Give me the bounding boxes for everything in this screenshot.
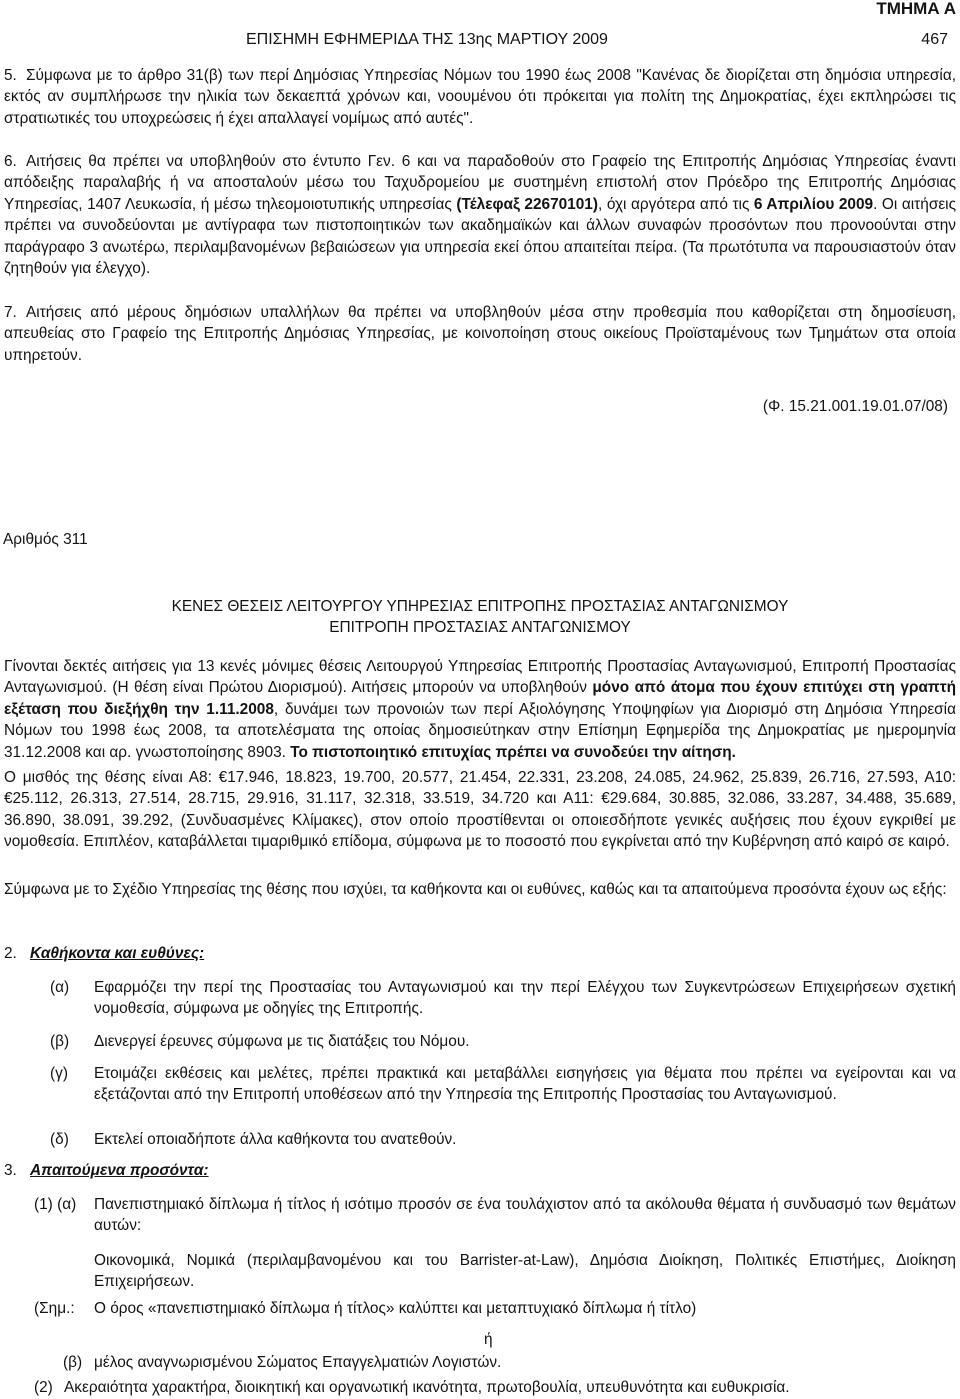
item-label: (δ) bbox=[50, 1131, 69, 1148]
qualification-1a bbox=[34, 1194, 956, 1235]
section-heading: Απαιτούμενα προσόντα: bbox=[30, 1162, 209, 1179]
section-label: ΤΜΗΜΑ Α bbox=[876, 0, 956, 18]
file-reference: (Φ. 15.21.001.19.01.07/08) bbox=[762, 398, 948, 415]
paragraph-number: 6. bbox=[4, 153, 17, 170]
item-text: Εφαρμόζει την περί της Προστασίας του Ανταγωνισμού και την περί Ελέγχου των Συγκεντρώσεων Επιχειρήσεων σχετική νομοθεσία, σύμφωνα με οδηγίες της Επιτροπής. bbox=[94, 979, 956, 1018]
qualification-label: (1) (α) bbox=[34, 1196, 77, 1213]
notice-number: Αριθμός 311 bbox=[3, 531, 88, 548]
salary-paragraph: Ο μισθός της θέσης είναι Α8: €17.946, 18.823, 19.700, 20.577, 21.454, 22.331, 23.208, 24.085, 24.962, 25.839, 26.716, 27.593, Α10: €25.112, 26.313, 27.514, 28.715, 29.916, 31.117, 32.318, 33.519, 34.720 και Α11: €29.684, 30.885, 32.086, 33.287, 34.488, 35.689, 36.890, 38.091, 39.292, (Συνδυασμένες Κλίμακες), στον οποίο προστίθενται οι οποιεσδήποτε γενικές αυξήσεις που έχουν εγκριθεί με νομοθεσία. Επιπλέον, καταβάλλεται τιμαριθμικό επίδομα, σύμφωνα με το ποσοστό που εγκρίνεται από την Κυβέρνηση από καιρό σε καιρό. bbox=[4, 769, 956, 851]
qualification-text: μέλος αναγνωρισμένου Σώματος Επαγγελματιών Λογιστών. bbox=[94, 1354, 502, 1371]
qualification-1b bbox=[63, 1352, 956, 1373]
fax-number: (Τέλεφαξ 22670101) bbox=[456, 195, 598, 213]
item-label: (β) bbox=[50, 1033, 70, 1050]
duties-heading bbox=[4, 943, 956, 964]
or-separator: ή bbox=[484, 1331, 493, 1348]
intro-paragraph bbox=[4, 656, 956, 763]
qualification-note bbox=[34, 1298, 956, 1319]
notice-subtitle: ΕΠΙΤΡΟΠΗ ΠΡΟΣΤΑΣΙΑΣ ΑΝΤΑΓΩΝΙΣΜΟΥ bbox=[329, 619, 631, 636]
paragraph-6 bbox=[4, 151, 956, 279]
item-label: (α) bbox=[50, 979, 70, 996]
qualification-text: Ακεραιότητα χαρακτήρα, διοικητική και οργανωτική ικανότητα, πρωτοβουλία, υπευθυνότητα και ευθυκρισία. bbox=[64, 1379, 790, 1396]
scheme-intro-paragraph: Σύμφωνα με το Σχέδιο Υπηρεσίας της θέσης που ισχύει, τα καθήκοντα και οι ευθύνες, καθώς και τα απαιτούμενα προσόντα έχουν ως εξής: bbox=[4, 881, 947, 898]
paragraph-7 bbox=[4, 302, 956, 366]
paragraph-5 bbox=[4, 65, 956, 129]
paragraph-text: , όχι αργότερα από τις bbox=[598, 195, 754, 213]
qualifications-heading bbox=[4, 1160, 956, 1181]
qualification-text: Πανεπιστημιακό δίπλωμα ή τίτλος ή ισότιμο προσόν σε ένα τουλάχιστον από τα ακόλουθα θέματα ή συνδυασμό των θεμάτων αυτών: bbox=[94, 1196, 956, 1235]
paragraph-number: 7. bbox=[4, 304, 17, 321]
certificate-requirement: Το πιστοποιητικό επιτυχίας πρέπει να συνοδεύει την αίτηση. bbox=[290, 743, 736, 761]
item-label: (γ) bbox=[50, 1065, 68, 1082]
notice-title: ΚΕΝΕΣ ΘΕΣΕΙΣ ΛΕΙΤΟΥΡΓΟΥ ΥΠΗΡΕΣΙΑΣ ΕΠΙΤΡΟΠΗΣ ΠΡΟΣΤΑΣΙΑΣ ΑΝΤΑΓΩΝΙΣΜΟΥ bbox=[171, 598, 789, 615]
page-number: 467 bbox=[921, 31, 948, 48]
section-number: 2. bbox=[4, 945, 17, 962]
intro-text: , δυνάμει των προνοιών των περί Αξιολόγησης Υποψηφίων για Διορισμό στη Δημόσια Υπηρεσία Νόμων του 1998 έως 2008, τα αποτελέσματα της οποίας δημοσιεύτηκαν στην Επίσημη Εφημερίδα της Δημοκρατίας με ημερομηνία 31.12.2008 και αρ. γνωστοποίησης 8903. bbox=[4, 700, 957, 761]
paragraph-text: . Οι αιτήσεις πρέπει να συνοδεύονται με αντίγραφα των πιστοποιητικών των ακαδημαϊκών και άλλων συναφών προσόντων που προνοούνται στην παράγραφο 3 ανωτέρω, περιλαμβανομένων βεβαιώσεων για υπηρεσία εκεί όπου απαιτείται πείρα. (Τα πρωτότυπα να παρουσιαστούν όταν ζητηθούν για έλεγχο). bbox=[4, 195, 957, 278]
item-text: Διενεργεί έρευνες σύμφωνα με τις διατάξεις του Νόμου. bbox=[94, 1033, 470, 1050]
deadline-date: 6 Απριλίου 2009 bbox=[753, 195, 874, 213]
qualification-label: (2) bbox=[34, 1379, 53, 1396]
note-label: (Σημ.: bbox=[34, 1300, 75, 1317]
note-text: Ο όρος «πανεπιστημιακό δίπλωμα ή τίτλος» καλύπτει και μεταπτυχιακό δίπλωμα ή τίτλο) bbox=[94, 1300, 697, 1317]
paragraph-text: Αιτήσεις από μέρους δημόσιων υπαλλήλων θα πρέπει να υποβληθούν μέσα στην προθεσμία που καθορίζεται στη δημοσίευση, απευθείας στο Γραφείο της Επιτροπής Δημόσιας Υπηρεσίας, με κοινοποίηση στους οικείους Προϊσταμένους των Τμημάτων στα οποία υπηρετούν. bbox=[4, 304, 956, 364]
section-number: 3. bbox=[4, 1162, 17, 1179]
section-heading: Καθήκοντα και ευθύνες: bbox=[30, 945, 205, 962]
qualification-2 bbox=[34, 1377, 956, 1398]
qualification-subjects: Οικονομικά, Νομικά (περιλαμβανομένου και του Barrister-at-Law), Δημόσια Διοίκηση, Πολιτικές Επιστήμες, Διοίκηση Επιχειρήσεων. bbox=[94, 1252, 956, 1291]
item-text: Εκτελεί οποιαδήποτε άλλα καθήκοντα του ανατεθούν. bbox=[94, 1131, 457, 1148]
paragraph-text: Αιτήσεις θα πρέπει να υποβληθούν στο έντυπο Γεν. 6 και να παραδοθούν στο Γραφείο της Επιτροπής Δημόσιας Υπηρεσίας έναντι απόδειξης παραλαβής ή να αποσταλούν μέσω του Ταχυδρομείου με συστημένη επιστολή στον Πρόεδρο της Επιτροπής Δημόσιας Υπηρεσίας, 1407 Λευκωσία, ή μέσω τηλεομοιοτυπικής υπηρεσίας bbox=[4, 153, 956, 213]
eligibility-condition: μόνο από άτομα που έχουν επιτύχει στη γραπτή εξέταση που διεξήχθη την 1.11.2008 bbox=[4, 679, 956, 718]
item-text: Ετοιμάζει εκθέσεις και μελέτες, πρέπει πρακτικά και μεταβάλλει εισηγήσεις για θέματα που πρέπει να εγείρονται και να εξετάζονται από την Επιτροπή υποθέσεων από την Υπηρεσία της Επιτροπής Προστασίας του Ανταγωνισμού. bbox=[94, 1065, 956, 1104]
paragraph-number: 5. bbox=[4, 67, 17, 84]
intro-text: Γίνονται δεκτές αιτήσεις για 13 κενές μόνιμες θέσεις Λειτουργού Υπηρεσίας Επιτροπής Προστασίας Ανταγωνισμού, Επιτροπή Προστασίας Ανταγωνισμού. (Η θέση είναι Πρώτου Διορισμού). Αιτήσεις μπορούν να υποβληθούν bbox=[4, 658, 956, 697]
gazette-running-title: ΕΠΙΣΗΜΗ ΕΦΗΜΕΡΙΔΑ ΤΗΣ 13ης ΜΑΡΤΙΟΥ 2009 bbox=[246, 31, 608, 48]
paragraph-text: Σύμφωνα με το άρθρο 31(β) των περί Δημόσιας Υπηρεσίας Νόμων του 1990 έως 2008 "Κανένας δε διορίζεται στη δημόσια υπηρεσία, εκτός αν συμπλήρωσε την ηλικία των δεκαεπτά χρόνων και, νοουμένου ότι πρόκειται για πολίτη της Δημοκρατίας, έχει εκπληρώσει τις στρατιωτικές του υποχρεώσεις ή έχει απαλλαγεί νομίμως από αυτές". bbox=[4, 67, 956, 127]
qualification-label: (β) bbox=[63, 1354, 83, 1371]
